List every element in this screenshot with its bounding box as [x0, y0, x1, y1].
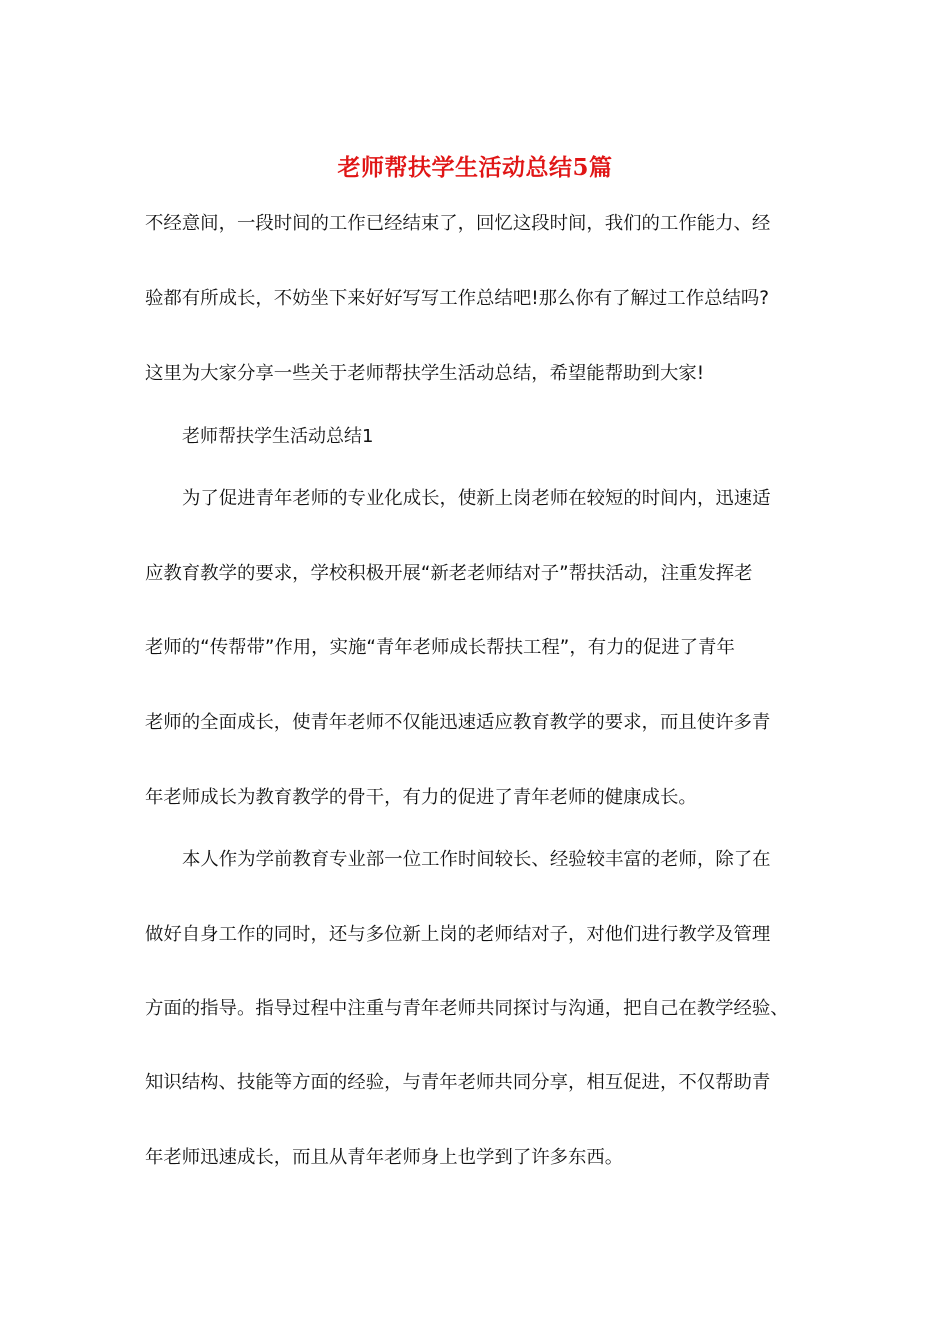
- document-title: 老师帮扶学生活动总结5篇: [337, 154, 613, 181]
- intro-line: 不经意间，一段时间的工作已经结束了，回忆这段时间，我们的工作能力、经: [145, 213, 771, 234]
- intro-line: 验都有所成长，不妨坐下来好好写写工作总结吧!那么你有了解过工作总结吗?: [145, 288, 770, 309]
- paragraph2-line: 知识结构、技能等方面的经验，与青年老师共同分享，相互促进，不仅帮助青: [145, 1072, 771, 1093]
- paragraph1-line: 老师的全面成长，使青年老师不仅能迅速适应教育教学的要求，而且使许多青: [145, 712, 771, 733]
- paragraph1-line: 老师的“传帮带”作用，实施“青年老师成长帮扶工程”，有力的促进了青年: [145, 637, 735, 658]
- paragraph2-line: 做好自身工作的同时，还与多位新上岗的老师结对子，对他们进行教学及管理: [145, 924, 771, 945]
- paragraph1-line: 年老师成长为教育教学的骨干，有力的促进了青年老师的健康成长。: [145, 787, 697, 808]
- paragraph2-line: 本人作为学前教育专业部一位工作时间较长、经验较丰富的老师，除了在: [182, 849, 771, 870]
- paragraph1-line: 为了促进青年老师的专业化成长，使新上岗老师在较短的时间内，迅速适: [182, 488, 771, 509]
- paragraph1-line: 应教育教学的要求，学校积极开展“新老老师结对子”帮扶活动，注重发挥老: [145, 563, 753, 584]
- section-heading: 老师帮扶学生活动总结1: [182, 426, 374, 447]
- paragraph2-line: 方面的指导。指导过程中注重与青年老师共同探讨与沟通，把自己在教学经验、: [145, 998, 789, 1019]
- paragraph2-line: 年老师迅速成长，而且从青年老师身上也学到了许多东西。: [145, 1147, 624, 1168]
- intro-line: 这里为大家分享一些关于老师帮扶学生活动总结，希望能帮助到大家!: [145, 363, 705, 384]
